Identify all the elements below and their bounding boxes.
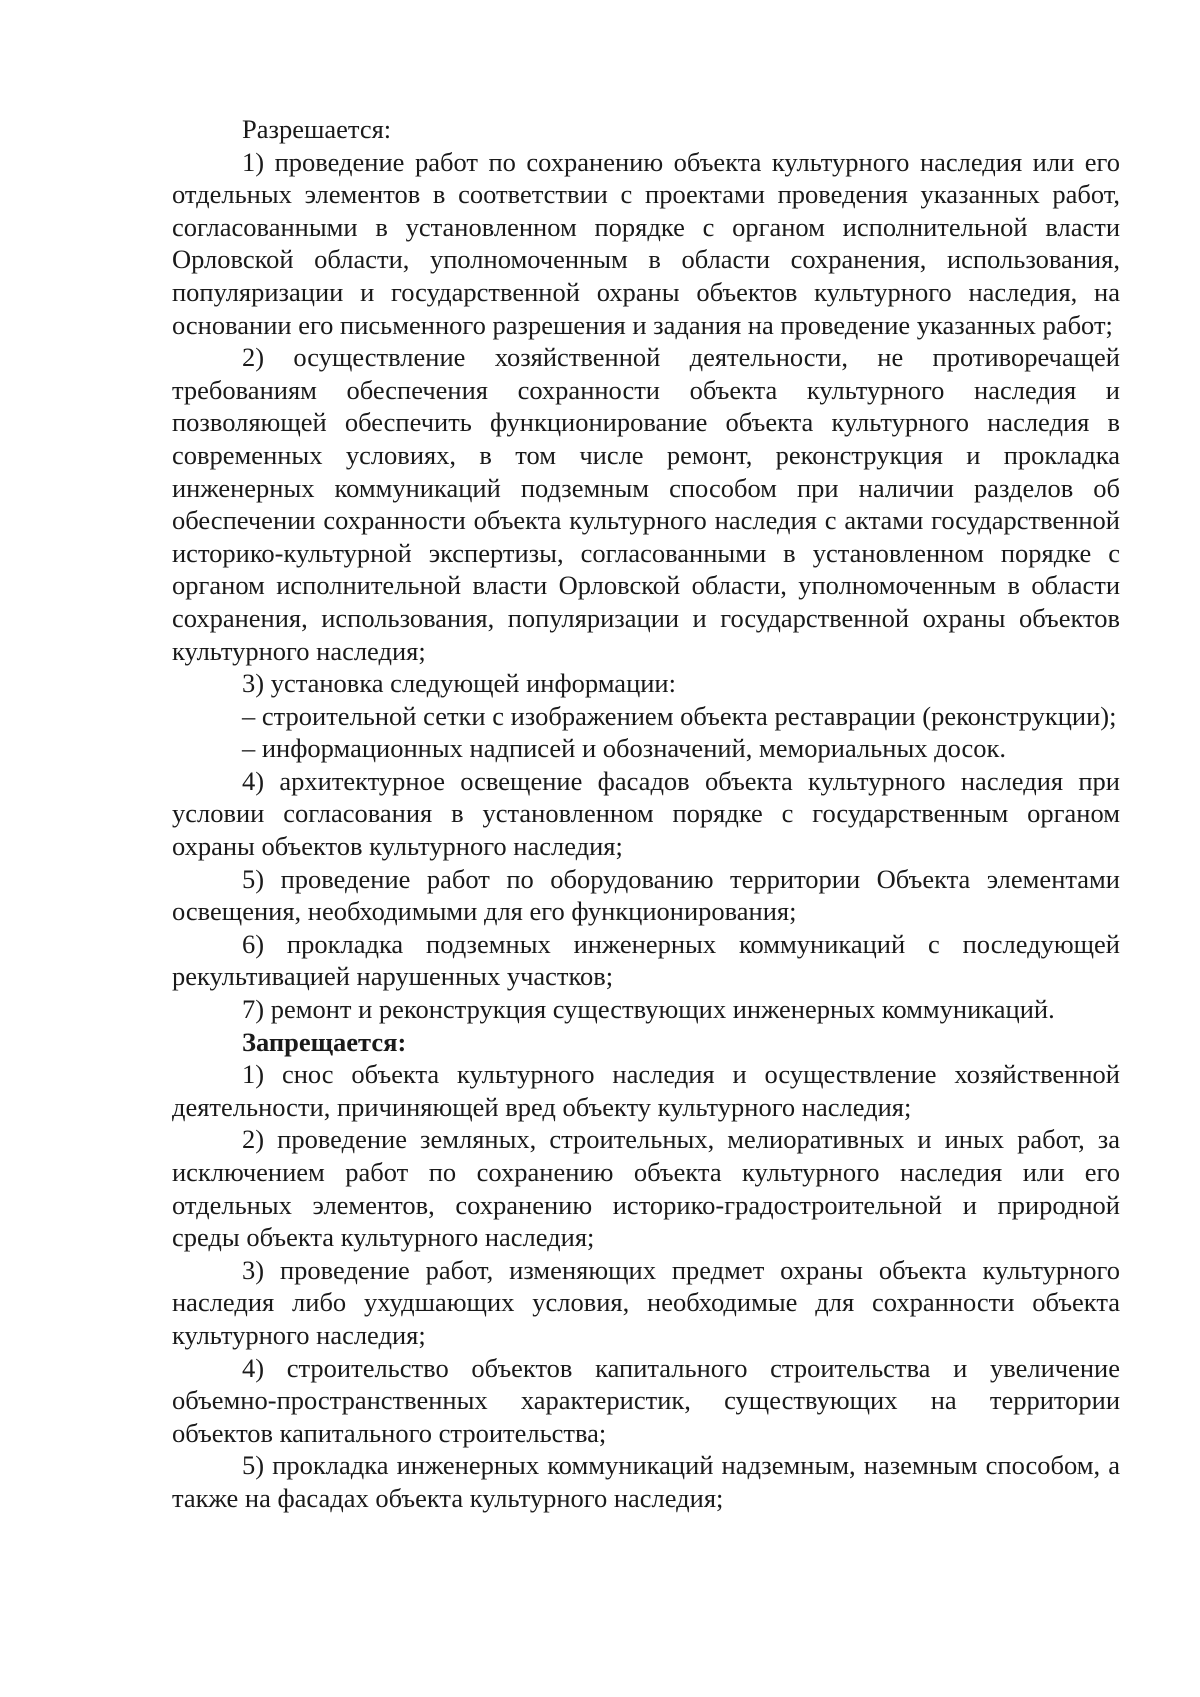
prohibited-item-5: 5) прокладка инженерных коммуникаций надземным, наземным способом, а также на фасадах объекта культурного наследия; [172, 1450, 1120, 1513]
allowed-item-6: 6) прокладка подземных инженерных коммуникаций с последующей рекультивацией нарушенных участков; [172, 928, 1120, 992]
allowed-item-4: 4) архитектурное освещение фасадов объекта культурного наследия при условии согласования в установленном порядке с государственным органом охраны объектов культурного наследия; [172, 765, 1120, 862]
allowed-item-1: 1) проведение работ по сохранению объекта культурного наследия или его отдельных элементов в соответствии с проектами проведения указанных работ, согласованными в установленном порядке с органом исполнительной власти Орловской области, уполномоченным в области сохранения, использования, популяризации и государственной охраны объектов культурного наследия, на основании его письменного разрешения и задания на проведение указанных работ; [172, 146, 1120, 340]
allowed-item-3-subitem-2: – информационных надписей и обозначений, мемориальных досок. [242, 733, 1007, 764]
document-body [172, 113, 1120, 1515]
prohibited-heading: Запрещается: [242, 1026, 407, 1057]
prohibited-item-4: 4) строительство объектов капитального строительства и увеличение объемно-пространственных характеристик, существующих на территории объектов капитального строительства; [172, 1352, 1120, 1448]
allowed-item-2: 2) осуществление хозяйственной деятельности, не противоречащей требованиям обеспечения сохранности объекта культурного наследия и позволяющей обеспечить функционирование объекта культурного наследия в современных условиях, в том числе ремонт, реконструкция и прокладка инженерных коммуникаций подземным способом при наличии разделов об обеспечении сохранности объекта культурного наследия с актами государственной историко-культурной экспертизы, согласованными в установленном порядке с органом исполнительной власти Орловской области, уполномоченным в области сохранения, использования, популяризации и государственной охраны объектов культурного наследия; [172, 342, 1120, 666]
prohibited-item-2: 2) проведение земляных, строительных, мелиоративных и иных работ, за исключением работ по сохранению объекта культурного наследия или его отдельных элементов, сохранению историко-градостроительной и природной среды объекта культурного наследия; [172, 1124, 1120, 1253]
allowed-item-3-subitem-1: – строительной сетки с изображением объекта реставрации (реконструкции); [242, 700, 1117, 731]
allowed-heading: Разрешается: [242, 114, 392, 144]
allowed-item-3: 3) установка следующей информации: [242, 668, 676, 699]
prohibited-item-1: 1) снос объекта культурного наследия и осуществление хозяйственной деятельности, причиняющей вред объекту культурного наследия; [172, 1059, 1120, 1122]
allowed-item-7: 7) ремонт и реконструкция существующих инженерных коммуникаций. [242, 994, 1055, 1025]
prohibited-item-3: 3) проведение работ, изменяющих предмет охраны объекта культурного наследия либо ухудшающих условия, необходимые для сохранности объекта культурного наследия; [172, 1254, 1120, 1350]
allowed-item-5: 5) проведение работ по оборудованию территории Объекта элементами освещения, необходимыми для его функционирования; [172, 863, 1120, 927]
